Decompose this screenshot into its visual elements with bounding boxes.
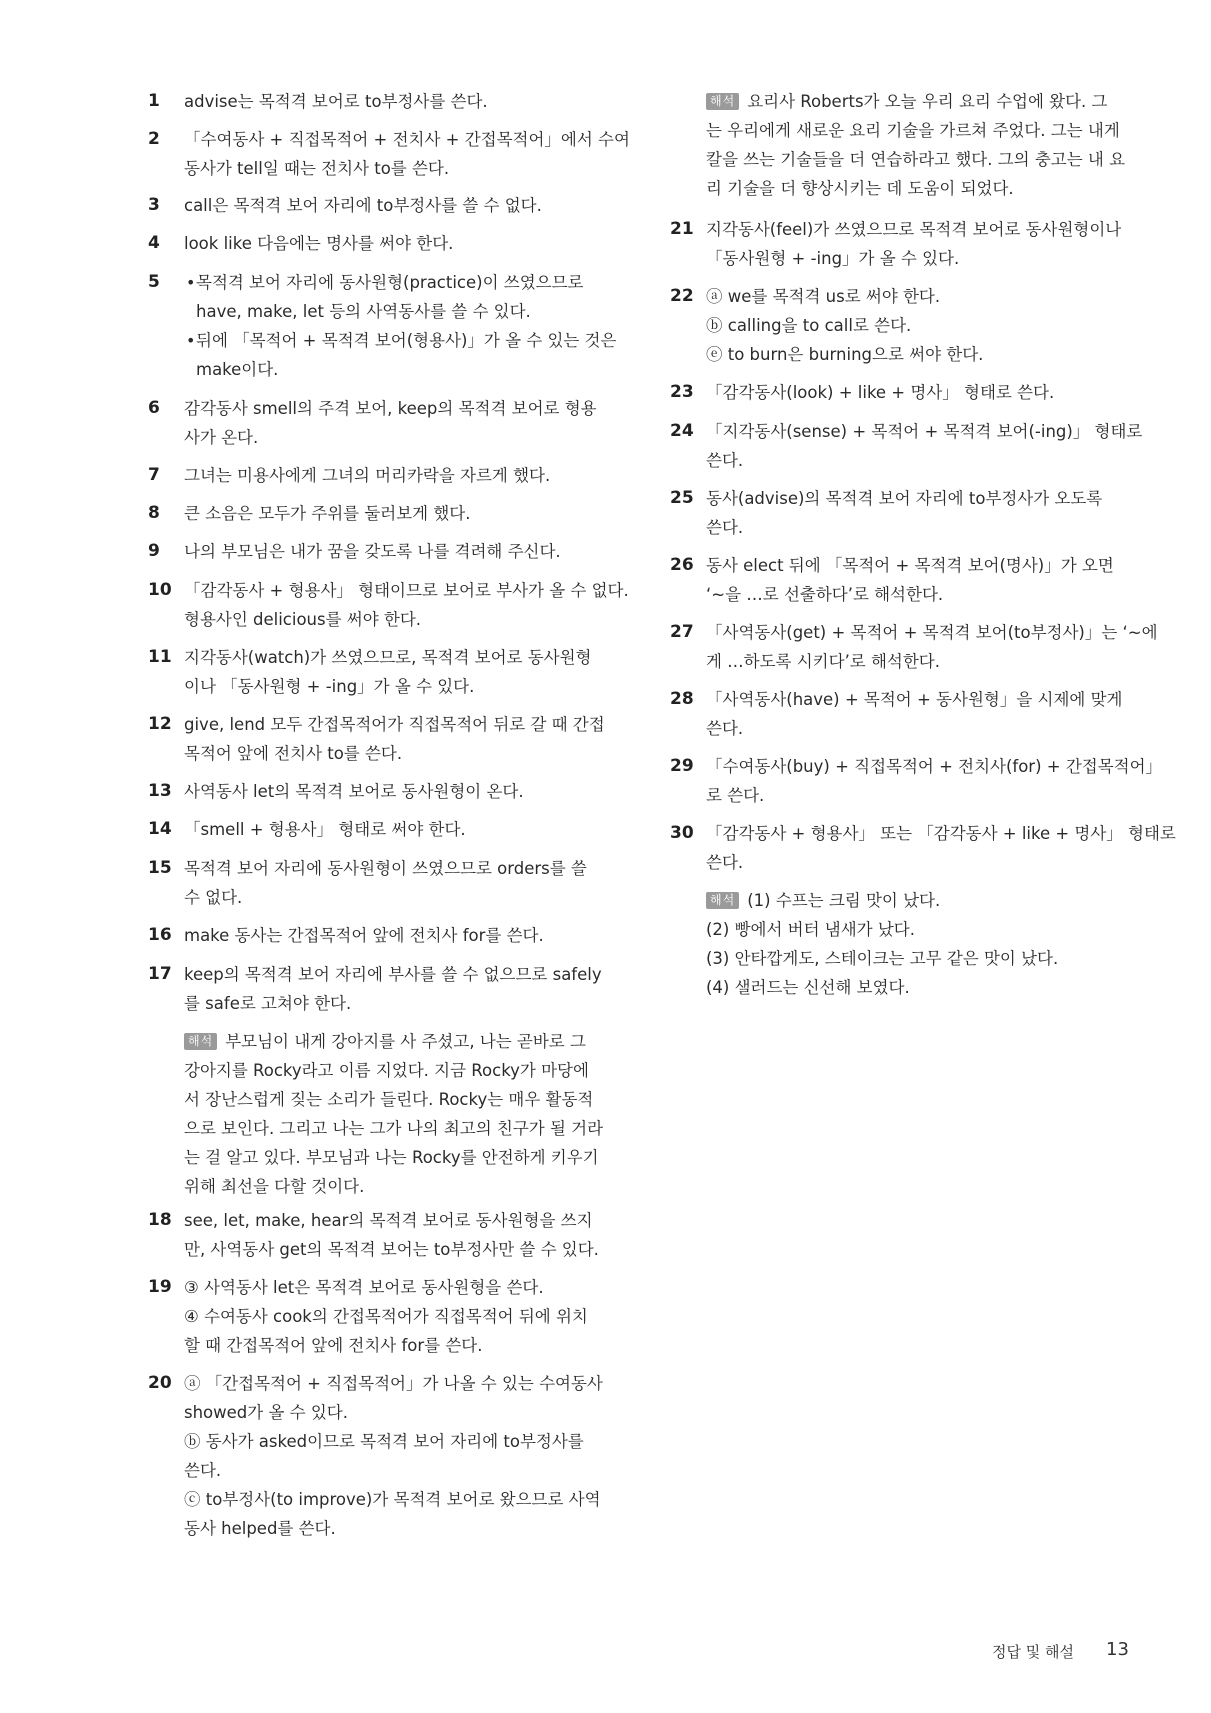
item-text: 「감각동사(look) + like + 명사」 형태로 쓴다. (706, 383, 1055, 402)
item-number: 11 (148, 647, 172, 667)
translation-line (706, 886, 940, 915)
item-text: showed가 올 수 있다. (184, 1403, 348, 1422)
item-text: 동사 elect 뒤에 「목적어 + 목적격 보어(명사)」가 오면 (706, 556, 1114, 575)
bullet-dot: • (186, 331, 196, 350)
item-number: 26 (670, 555, 694, 575)
item-number: 25 (670, 488, 694, 508)
item-number: 15 (148, 858, 172, 878)
translation-badge: 해석 (706, 892, 739, 909)
item-text: 「지각동사(sense) + 목적어 + 목적격 보어(-ing)」 형태로 (706, 422, 1143, 441)
item-text: 칼을 쓰는 기술들을 더 연습하라고 했다. 그의 충고는 내 요 (706, 150, 1126, 169)
item-text: 리 기술을 더 향상시키는 데 도움이 되었다. (706, 179, 1014, 198)
item-text: 「감각동사 + 형용사」 형태이므로 보어로 부사가 올 수 없다. (184, 581, 629, 600)
item-text: ③ 사역동사 let은 목적격 보어로 동사원형을 쓴다. (184, 1278, 544, 1297)
item-text: (2) 빵에서 버터 냄새가 났다. (706, 920, 915, 939)
item-number: 22 (670, 286, 694, 306)
item-text: look like 다음에는 명사를 써야 한다. (184, 234, 454, 253)
item-text: 동사(advise)의 목적격 보어 자리에 to부정사가 오도록 (706, 489, 1103, 508)
item-number: 14 (148, 819, 172, 839)
item-number: 28 (670, 689, 694, 709)
item-text: 로 쓴다. (706, 786, 765, 805)
item-text: 감각동사 smell의 주격 보어, keep의 목적격 보어로 형용 (184, 399, 597, 418)
item-text: give, lend 모두 간접목적어가 직접목적어 뒤로 갈 때 간접 (184, 715, 605, 734)
item-number: 8 (148, 503, 160, 523)
item-text: 목적어 앞에 전치사 to를 쓴다. (184, 744, 403, 763)
item-text: see, let, make, hear의 목적격 보어로 동사원형을 쓰지 (184, 1211, 593, 1230)
item-text: call은 목적격 보어 자리에 to부정사를 쓸 수 없다. (184, 196, 542, 215)
page-number: 13 (1106, 1639, 1129, 1660)
item-text: 형용사인 delicious를 써야 한다. (184, 610, 422, 629)
item-text: 동사가 tell일 때는 전치사 to를 쓴다. (184, 159, 450, 178)
item-text: ④ 수여동사 cook의 간접목적어가 직접목적어 뒤에 위치 (184, 1307, 588, 1326)
item-text: (1) 수프는 크림 맛이 났다. (747, 891, 941, 910)
item-text: 지각동사(watch)가 쓰였으므로, 목적격 보어로 동사원형 (184, 648, 592, 667)
item-number: 3 (148, 195, 160, 215)
item-text: 할 때 간접목적어 앞에 전치사 for를 쓴다. (184, 1336, 483, 1355)
item-text: 게 …하도록 시키다’로 해석한다. (706, 652, 940, 671)
item-text: 「smell + 형용사」 형태로 써야 한다. (184, 820, 466, 839)
item-text: 목적격 보어 자리에 동사원형(practice)이 쓰였으므로 (196, 273, 584, 292)
item-number: 13 (148, 781, 172, 801)
item-text: 강아지를 Rocky라고 이름 지었다. 지금 Rocky가 마당에 (184, 1061, 589, 1080)
item-text: 이나 「동사원형 + -ing」가 올 수 있다. (184, 677, 475, 696)
item-text: ⓑ 동사가 asked이므로 목적격 보어 자리에 to부정사를 (184, 1432, 584, 1451)
item-text: ‘~을 …로 선출하다’로 해석한다. (706, 585, 944, 604)
item-text: 쓴다. (184, 1461, 222, 1480)
item-text: ⓐ we를 목적격 us로 써야 한다. (706, 287, 941, 306)
item-text: make이다. (196, 360, 279, 379)
translation-line (706, 87, 1107, 116)
item-text: make 동사는 간접목적어 앞에 전치사 for를 쓴다. (184, 926, 544, 945)
item-text: advise는 목적격 보어로 to부정사를 쓴다. (184, 92, 488, 111)
item-text: 쓴다. (706, 518, 744, 537)
item-number: 20 (148, 1373, 172, 1393)
translation-line (184, 1027, 586, 1056)
item-number: 18 (148, 1210, 172, 1230)
item-number: 16 (148, 925, 172, 945)
item-text: ⓑ calling을 to call로 쓴다. (706, 316, 912, 335)
item-number: 30 (670, 823, 694, 843)
item-text: 수 없다. (184, 888, 243, 907)
item-text: 뒤에 「목적어 + 목적격 보어(형용사)」가 올 수 있는 것은 (196, 331, 617, 350)
item-text: 나의 부모님은 내가 꿈을 갖도록 나를 격려해 주신다. (184, 542, 561, 561)
item-text: 서 장난스럽게 짖는 소리가 들린다. Rocky는 매우 활동적 (184, 1090, 594, 1109)
item-text: 위해 최선을 다할 것이다. (184, 1177, 365, 1196)
item-text: 「사역동사(have) + 목적어 + 동사원형」을 시제에 맞게 (706, 690, 1123, 709)
item-text: 지각동사(feel)가 쓰였으므로 목적격 보어로 동사원형이나 (706, 220, 1122, 239)
bullet-dot: • (186, 273, 196, 292)
item-text: (4) 샐러드는 신선해 보였다. (706, 978, 910, 997)
item-text: 동사 helped를 쓴다. (184, 1519, 336, 1538)
item-number: 23 (670, 382, 694, 402)
item-number: 5 (148, 272, 160, 292)
item-text: have, make, let 등의 사역동사를 쓸 수 있다. (196, 302, 531, 321)
item-text: 사가 온다. (184, 428, 259, 447)
item-number: 24 (670, 421, 694, 441)
item-text: (3) 안타깝게도, 스테이크는 고무 같은 맛이 났다. (706, 949, 1059, 968)
item-number: 2 (148, 129, 160, 149)
translation-badge: 해석 (706, 93, 739, 110)
item-text: ⓒ to부정사(to improve)가 목적격 보어로 왔으므로 사역 (184, 1490, 601, 1509)
item-text: 목적격 보어 자리에 동사원형이 쓰였으므로 orders를 쓸 (184, 859, 587, 878)
item-text: 사역동사 let의 목적격 보어로 동사원형이 온다. (184, 782, 524, 801)
item-number: 19 (148, 1277, 172, 1297)
item-text: 「수여동사 + 직접목적어 + 전치사 + 간접목적어」에서 수여 (184, 130, 630, 149)
item-text: 는 우리에게 새로운 요리 기술을 가르쳐 주었다. 그는 내게 (706, 121, 1120, 140)
item-text: 큰 소음은 모두가 주위를 둘러보게 했다. (184, 504, 471, 523)
item-number: 29 (670, 756, 694, 776)
item-text: 쓴다. (706, 719, 744, 738)
item-number: 1 (148, 91, 160, 111)
item-text: 쓴다. (706, 451, 744, 470)
item-text: 그녀는 미용사에게 그녀의 머리카락을 자르게 했다. (184, 466, 551, 485)
item-text: 쓴다. (706, 853, 744, 872)
item-number: 6 (148, 398, 160, 418)
item-text: 만, 사역동사 get의 목적격 보어는 to부정사만 쓸 수 있다. (184, 1240, 599, 1259)
item-text: ⓔ to burn은 burning으로 써야 한다. (706, 345, 984, 364)
item-number: 27 (670, 622, 694, 642)
item-text: 는 걸 알고 있다. 부모님과 나는 Rocky를 안전하게 키우기 (184, 1148, 599, 1167)
item-number: 9 (148, 541, 160, 561)
item-text: 「수여동사(buy) + 직접목적어 + 전치사(for) + 간접목적어」 (706, 757, 1163, 776)
item-number: 21 (670, 219, 694, 239)
item-number: 7 (148, 465, 160, 485)
footer-section-label: 정답 및 해설 (992, 1643, 1074, 1661)
item-text: 요리사 Roberts가 오늘 우리 요리 수업에 왔다. 그 (747, 92, 1108, 111)
item-number: 17 (148, 964, 172, 984)
item-text: 「감각동사 + 형용사」 또는 「감각동사 + like + 명사」 형태로 (706, 824, 1176, 843)
item-text: 으로 보인다. 그리고 나는 그가 나의 최고의 친구가 될 거라 (184, 1119, 604, 1138)
item-text: 「동사원형 + -ing」가 올 수 있다. (706, 249, 960, 268)
item-number: 10 (148, 580, 172, 600)
item-number: 4 (148, 233, 160, 253)
item-text: ⓐ 「간접목적어 + 직접목적어」가 나올 수 있는 수여동사 (184, 1374, 603, 1393)
translation-badge: 해석 (184, 1033, 217, 1050)
item-text: keep의 목적격 보어 자리에 부사를 쓸 수 없으므로 safely (184, 965, 602, 984)
item-text: 를 safe로 고쳐야 한다. (184, 994, 352, 1013)
item-number: 12 (148, 714, 172, 734)
item-text: 부모님이 내게 강아지를 사 주셨고, 나는 곧바로 그 (225, 1032, 586, 1051)
item-text: 「사역동사(get) + 목적어 + 목적격 보어(to부정사)」는 ‘~에 (706, 623, 1158, 642)
